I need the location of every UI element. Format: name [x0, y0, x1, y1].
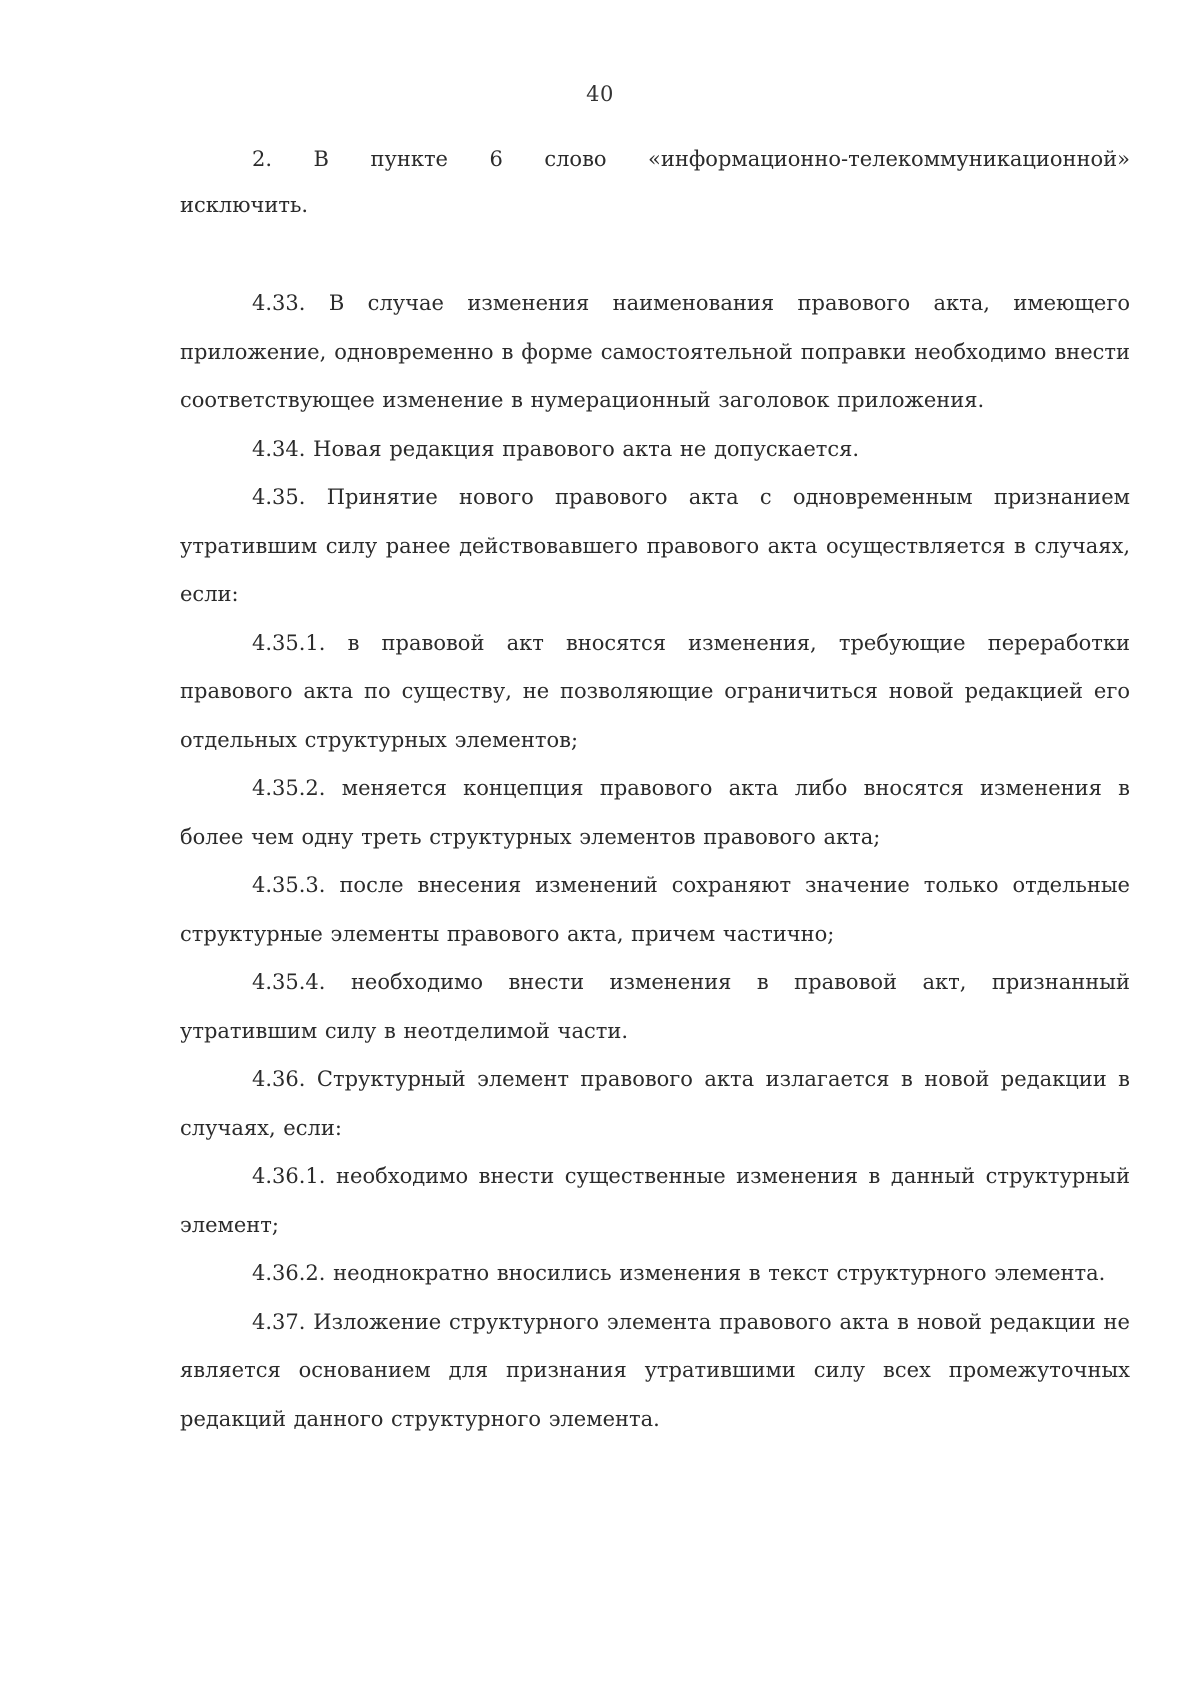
paragraph-text: необходимо внести изменения в правовой акт, признанный утратившим силу в неотделимой части. — [180, 970, 1130, 1043]
paragraph-text: Принятие нового правового акта с одновременным признанием утратившим силу ранее действовавшего правового акта осуществляется в случаях, если: — [180, 485, 1130, 606]
paragraph-4-34 — [180, 425, 1130, 474]
paragraph-number: 4.36.2. — [252, 1261, 326, 1285]
paragraph-number: 4.34. — [252, 436, 306, 461]
paragraph-number: 4.36.1. — [252, 1164, 326, 1188]
paragraph-4-35 — [180, 473, 1130, 619]
paragraph-number: 4.36. — [252, 1067, 306, 1091]
paragraph-text: Структурный элемент правового акта излагается в новой редакции в случаях, если: — [180, 1067, 1130, 1140]
paragraph-4-36 — [180, 1055, 1130, 1152]
page-number: 40 — [586, 82, 614, 106]
amendment-block — [180, 136, 1130, 228]
paragraph-4-35-1 — [180, 619, 1130, 765]
paragraph-number: 2. — [252, 147, 273, 171]
paragraph-number: 4.35. — [252, 485, 306, 509]
paragraph-number: 4.37. — [252, 1309, 306, 1334]
paragraph-text: В пункте 6 слово «информационно-телекоммуникационной» исключить. — [180, 147, 1130, 217]
paragraph-text: после внесения изменений сохраняют значение только отдельные структурные элементы правового акта, причем частично; — [180, 873, 1130, 946]
paragraph-number: 4.35.2. — [252, 776, 326, 800]
paragraph-number: 4.35.3. — [252, 873, 326, 897]
paragraph-4-35-3 — [180, 861, 1130, 958]
paragraph-text: неоднократно вносились изменения в текст структурного элемента. — [333, 1261, 1106, 1285]
paragraph-text: в правовой акт вносятся изменения, требующие переработки правового акта по существу, не позволяющие ограничиться новой редакцией его отдельных структурных элементов; — [180, 630, 1130, 752]
main-text-block — [180, 279, 1130, 1443]
paragraph-text: меняется концепция правового акта либо вносятся изменения в более чем одну треть структурных элементов правового акта; — [180, 776, 1130, 849]
paragraph-4-36-2 — [180, 1249, 1130, 1298]
paragraph-number: 4.35.4. — [252, 970, 326, 994]
paragraph-text: В случае изменения наименования правового акта, имеющего приложение, одновременно в форме самостоятельной поправки необходимо внести соответствующее изменение в нумерационный заголовок приложения. — [180, 291, 1130, 412]
paragraph-4-33 — [180, 279, 1130, 425]
paragraph-number: 4.35.1. — [252, 630, 326, 655]
paragraph-4-35-4 — [180, 958, 1130, 1055]
paragraph-text: Новая редакция правового акта не допускается. — [313, 436, 860, 461]
paragraph-text: необходимо внести существенные изменения в данный структурный элемент; — [180, 1164, 1130, 1237]
paragraph-4-37 — [180, 1298, 1130, 1444]
paragraph-4-36-1 — [180, 1152, 1130, 1249]
paragraph-text: Изложение структурного элемента правового акта в новой редакции не является основанием для признания утратившими силу всех промежуточных редакций данного структурного элемента. — [180, 1309, 1130, 1431]
paragraph-4-35-2 — [180, 764, 1130, 861]
paragraph-2 — [180, 136, 1130, 228]
paragraph-number: 4.33. — [252, 291, 306, 315]
